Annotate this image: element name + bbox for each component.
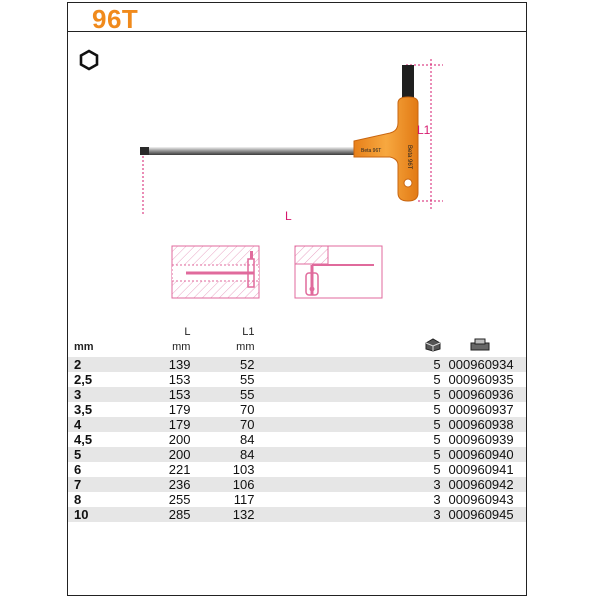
col-header-size-unit: mm [74,341,94,353]
cell-code: 000960941 [441,462,526,477]
cell-length: 221 [144,462,191,477]
table-unit-row [68,338,526,357]
cell-arm: 84 [190,447,254,462]
cell-length: 179 [144,402,191,417]
cell-arm: 132 [190,507,254,522]
cell-length: 200 [144,432,191,447]
specs-table [68,326,526,522]
tool-illustration [68,33,526,333]
cell-pack-qty: 5 [425,417,441,432]
cell-pack-qty: 5 [425,387,441,402]
table-row [68,507,526,522]
cell-size: 2,5 [68,372,144,387]
cell-code: 000960935 [441,372,526,387]
cell-arm: 70 [190,417,254,432]
cell-size: 4 [68,417,144,432]
col-header-l: L [184,326,191,338]
usage-diagram-right [295,246,382,298]
cell-code: 000960939 [441,432,526,447]
cell-pack-qty: 5 [425,357,441,372]
table-row [68,402,526,417]
cell-code: 000960942 [441,477,526,492]
cell-length: 200 [144,447,191,462]
cell-arm: 103 [190,462,254,477]
cell-size: 3 [68,387,144,402]
cell-length: 255 [144,492,191,507]
table-header-row [68,326,526,338]
col-header-l1-unit: mm [236,341,255,353]
cell-code: 000960943 [441,492,526,507]
cell-length: 153 [144,372,191,387]
table-row [68,372,526,387]
cell-size: 5 [68,447,144,462]
cell-pack-qty: 5 [425,402,441,417]
table-row [68,432,526,447]
cell-code: 000960938 [441,417,526,432]
cell-arm: 55 [190,387,254,402]
cell-size: 8 [68,492,144,507]
cell-arm: 55 [190,372,254,387]
usage-diagram-left [172,246,259,298]
cell-code: 000960936 [441,387,526,402]
cell-size: 10 [68,507,144,522]
cell-arm: 70 [190,402,254,417]
table-row [68,357,526,372]
t-handle [354,97,418,201]
cell-pack-qty: 3 [425,492,441,507]
svg-text:Beta 96T: Beta 96T [361,148,382,154]
cell-length: 179 [144,417,191,432]
cell-arm: 106 [190,477,254,492]
title-bar [68,3,526,32]
cell-code: 000960934 [441,357,526,372]
table-row [68,492,526,507]
cell-size: 2 [68,357,144,372]
dimension-label-l1: L1 [417,123,431,137]
cell-pack-qty: 3 [425,507,441,522]
col-header-l1: L1 [242,326,255,338]
cell-code: 000960945 [441,507,526,522]
svg-text:Beta 96T: Beta 96T [406,145,412,170]
cell-code: 000960940 [441,447,526,462]
cell-arm: 52 [190,357,254,372]
cell-code: 000960937 [441,402,526,417]
cell-pack-qty: 5 [425,432,441,447]
cell-size: 3,5 [68,402,144,417]
cell-pack-qty: 5 [425,372,441,387]
cell-size: 6 [68,462,144,477]
cell-size: 4,5 [68,432,144,447]
table-row [68,447,526,462]
catalog-card [67,2,527,596]
table-row [68,462,526,477]
cell-size: 7 [68,477,144,492]
cell-pack-qty: 5 [425,447,441,462]
col-header-l-unit: mm [172,341,191,353]
product-title: 96T [92,4,139,34]
cell-length: 236 [144,477,191,492]
cell-length: 153 [144,387,191,402]
cell-arm: 84 [190,432,254,447]
dimension-label-l: L [285,209,292,223]
cell-arm: 117 [190,492,254,507]
cell-length: 139 [144,357,191,372]
cell-length: 285 [144,507,191,522]
table-row [68,417,526,432]
cart-icon [469,338,491,352]
table-row [68,387,526,402]
cell-pack-qty: 3 [425,477,441,492]
cell-pack-qty: 5 [425,462,441,477]
package-icon [425,338,441,352]
table-row [68,477,526,492]
